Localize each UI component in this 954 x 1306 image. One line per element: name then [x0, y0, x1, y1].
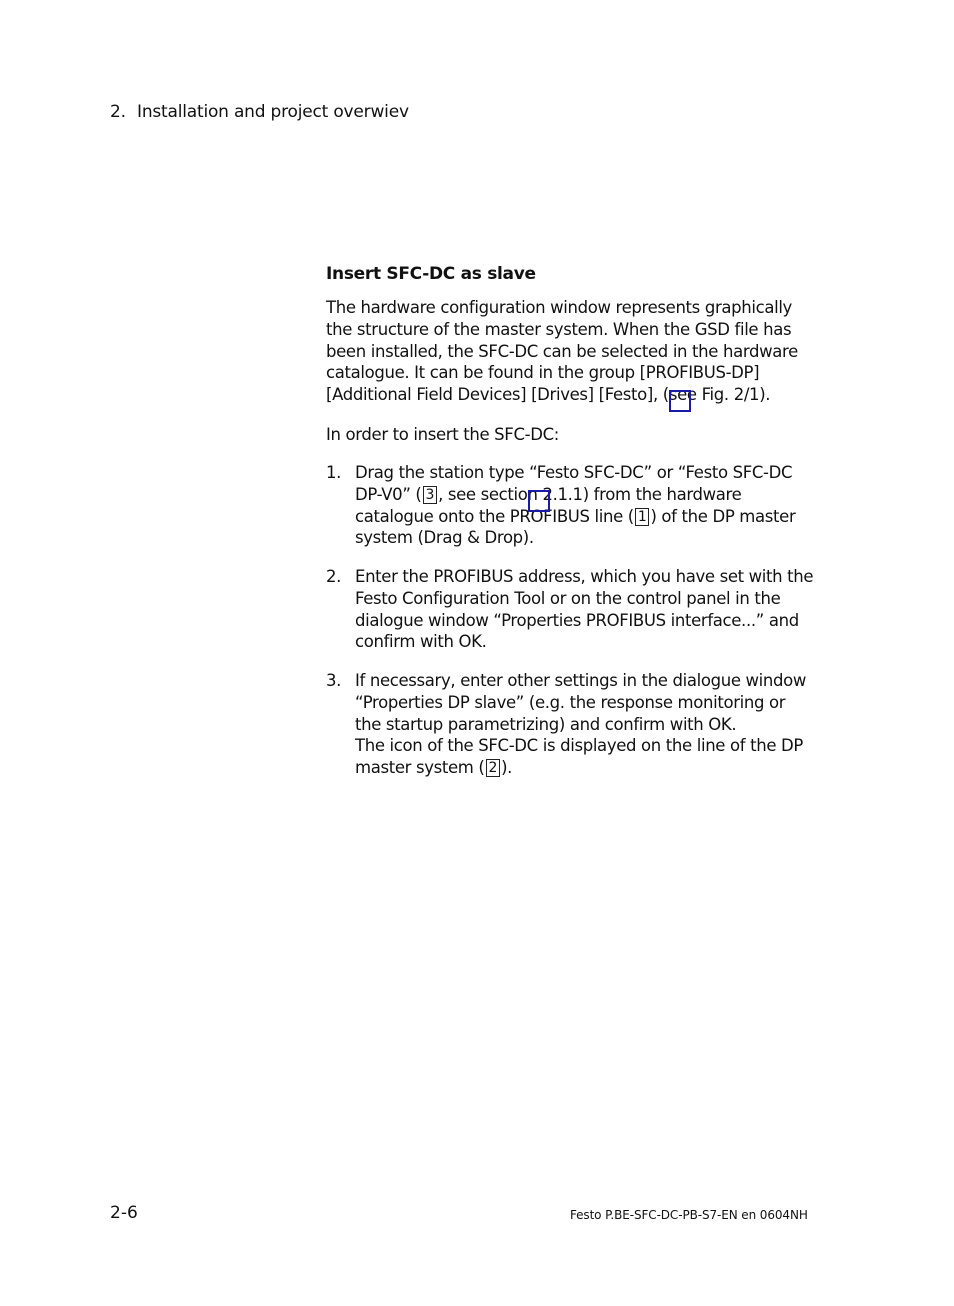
step-text: , see section 2.1.1) from the hardware [438, 484, 742, 504]
chapter-title: Installation and project overwiev [137, 102, 409, 122]
step-body [355, 566, 813, 653]
step-line: the startup parametrizing) and confirm with OK. [355, 714, 737, 734]
step-text: ). [501, 758, 513, 778]
step-line: dialogue window “Properties PROFIBUS interface...” and [355, 610, 799, 630]
step-body [355, 462, 795, 549]
section-link-highlight[interactable] [528, 490, 550, 512]
running-header [110, 102, 409, 122]
step-line: Drag the station type “Festo SFC-DC” or “Festo SFC-DC [355, 463, 793, 482]
step-line [355, 506, 795, 528]
list-item-step-3 [326, 670, 806, 782]
document-id: Festo P.BE-SFC-DC-PB-S7-EN en 0604NH [570, 1208, 808, 1222]
step-body [355, 670, 806, 779]
step-line: If necessary, enter other settings in the dialogue window [355, 671, 807, 690]
figure-link-highlight[interactable] [669, 390, 691, 412]
intro-line: The hardware configuration window represents graphically [326, 298, 792, 317]
chapter-number: 2. [110, 102, 126, 122]
step-marker: 3. [326, 671, 342, 690]
step-line [355, 484, 795, 506]
step-text: catalogue onto the PROFIBUS line ( [355, 506, 634, 526]
list-item-step-1 [326, 462, 806, 552]
step-line [355, 757, 806, 779]
step-text: ) of the DP master [650, 506, 796, 526]
intro-line: the structure of the master system. When the GSD file has [326, 319, 792, 339]
step-line: “Properties DP slave” (e.g. the response monitoring or [355, 692, 786, 712]
figure-ref-box: 3 [423, 486, 438, 504]
intro-paragraph [326, 297, 798, 406]
intro-line: catalogue. It can be found in the group [PROFIBUS-DP] [326, 363, 760, 383]
step-line: Festo Configuration Tool or on the control panel in the [355, 588, 781, 608]
section-heading: Insert SFC-DC as slave [326, 264, 536, 284]
lead-in-text: In order to insert the SFC-DC: [326, 425, 559, 444]
step-line: confirm with OK. [355, 632, 487, 652]
step-text: DP-V0” ( [355, 484, 422, 504]
figure-ref-box: 2 [486, 759, 501, 777]
step-marker: 2. [326, 567, 342, 586]
list-item-step-2 [326, 566, 814, 656]
step-line: system (Drag & Drop). [355, 528, 534, 548]
step-text: master system ( [355, 758, 485, 778]
figure-ref-box: 1 [635, 508, 650, 526]
intro-line: [Additional Field Devices] [Drives] [Festo], (see Fig. 2/1). [326, 385, 771, 405]
step-line: Enter the PROFIBUS address, which you have set with the [355, 567, 814, 586]
step-line: The icon of the SFC-DC is displayed on the line of the DP [355, 736, 803, 756]
intro-line: been installed, the SFC-DC can be selected in the hardware [326, 341, 798, 361]
page-number: 2-6 [110, 1203, 138, 1223]
step-marker: 1. [326, 463, 342, 482]
